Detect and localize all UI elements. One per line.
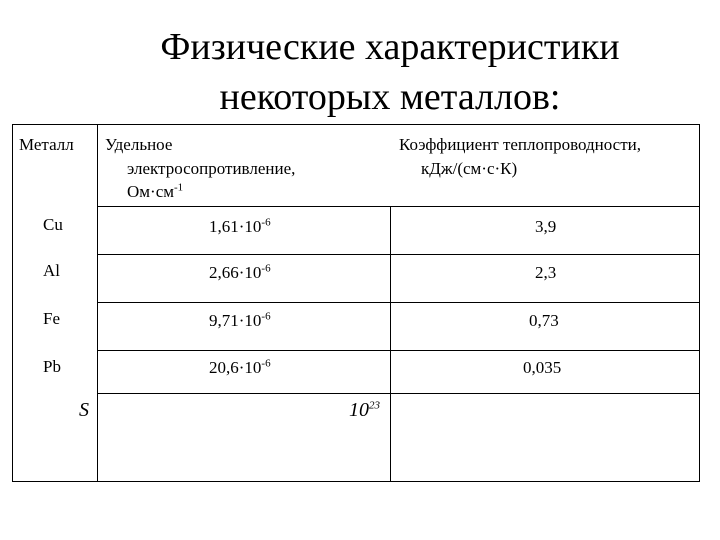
header-conductivity-line2: кДж/(см·с·К) — [421, 159, 518, 178]
column-divider-1 — [97, 125, 98, 481]
row-pb-resistivity-value: 20,6·10 — [209, 358, 262, 377]
title-line-1: Физические характеристики — [160, 26, 620, 68]
header-metal: Металл — [19, 135, 74, 154]
row-pb-conductivity: 0,035 — [523, 358, 562, 377]
header-conductivity-line1: Коэффициент теплопроводности, — [399, 135, 642, 154]
row-fe-metal: Fe — [43, 309, 60, 328]
power-exponent: 23 — [369, 399, 380, 412]
row-fe-resistivity — [209, 311, 271, 331]
row-al-resistivity-exp: -6 — [261, 262, 271, 275]
row-al-resistivity-value: 2,66·10 — [209, 263, 262, 282]
row-al-metal: Al — [43, 261, 60, 280]
row-cu-resistivity — [209, 217, 271, 237]
row-divider-1 — [97, 254, 699, 255]
header-resistivity-line1: Удельное — [105, 135, 173, 154]
row-al-conductivity: 2,3 — [535, 263, 557, 282]
row-cu-conductivity: 3,9 — [535, 217, 557, 236]
header-resistivity-line2: электросопротивление, — [127, 159, 296, 178]
power-value — [349, 400, 380, 420]
power-base: 10 — [349, 399, 369, 421]
row-cu-metal: Cu — [43, 215, 63, 234]
column-divider-2 — [390, 207, 391, 481]
row-fe-conductivity: 0,73 — [529, 311, 559, 330]
metals-table — [12, 124, 700, 482]
title-line-2: некоторых металлов: — [219, 76, 561, 118]
slide-title — [0, 22, 720, 122]
row-pb-resistivity — [209, 358, 271, 378]
row-cu-resistivity-value: 1,61·10 — [209, 217, 262, 236]
row-fe-resistivity-exp: -6 — [261, 310, 271, 323]
header-divider — [97, 206, 699, 207]
row-divider-3 — [97, 350, 699, 351]
row-divider-2 — [97, 302, 699, 303]
row-al-resistivity — [209, 263, 271, 283]
row-divider-4 — [97, 393, 699, 394]
resistivity-unit-exponent: -1 — [174, 181, 184, 194]
row-pb-metal: Pb — [43, 357, 61, 376]
row-cu-resistivity-exp: -6 — [261, 216, 271, 229]
header-resistivity-unit — [127, 182, 183, 202]
row-fe-resistivity-value: 9,71·10 — [209, 311, 262, 330]
resistivity-unit-text: Ом·см — [127, 182, 174, 201]
row-pb-resistivity-exp: -6 — [261, 357, 271, 370]
s-label: S — [79, 399, 89, 421]
